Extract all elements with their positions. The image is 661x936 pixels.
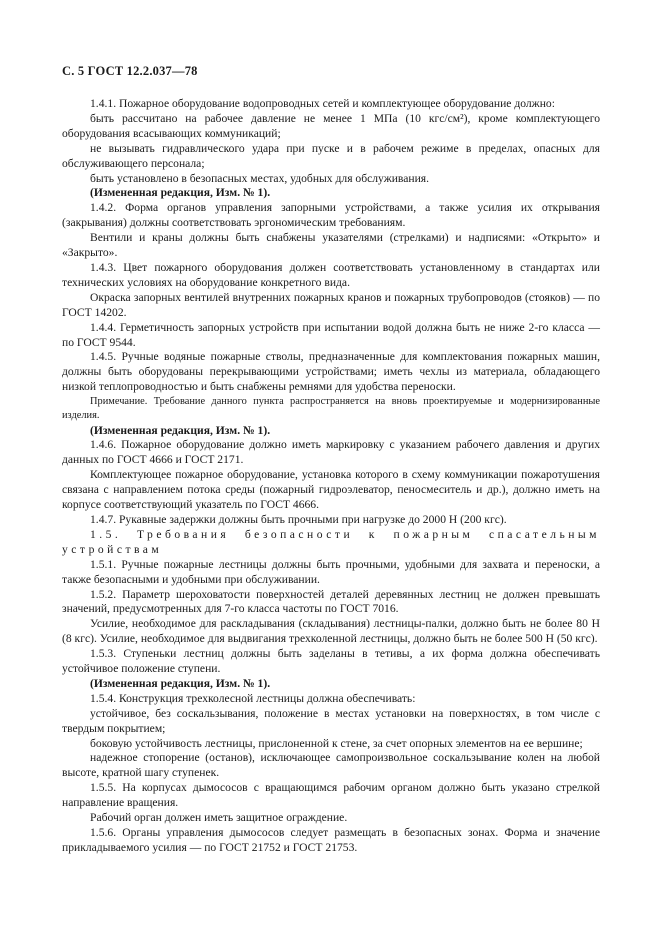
note-paragraph: Примечание. Требование данного пункта распространяется на вновь проектируемые и модернизированные изделия. bbox=[62, 396, 600, 422]
paragraph: 1.4.7. Рукавные задержки должны быть прочными при нагрузке до 2000 Н (200 кгс). bbox=[90, 512, 507, 526]
paragraph: 1.5.3. Ступеньки лестниц должны быть заделаны в тетивы, а их форма должна обеспечивать устойчивое положение ступени. bbox=[62, 647, 600, 676]
paragraph: 1.5.1. Ручные пожарные лестницы должны быть прочными, удобными для захвата и переноски, а также безопасными и удобными при обслуживании. bbox=[62, 557, 600, 586]
paragraph: Рабочий орган должен иметь защитное ограждение. bbox=[90, 811, 348, 825]
paragraph: 1.5.4. Конструкция трехколесной лестницы должна обеспечивать: bbox=[90, 691, 416, 705]
paragraph: 1.5.5. На корпусах дымососов с вращающимся рабочим органом должно быть указано стрелкой направление вращения. bbox=[62, 781, 600, 810]
paragraph: Усилие, необходимое для раскладывания (складывания) лестницы-палки, должно быть не более 80 Н (8 кгс). Усилие, необходимое для выдвигания трехколенной лестницы, должно быть не более 500 Н (50 кгс). bbox=[62, 617, 600, 646]
paragraph: не вызывать гидравлического удара при пуске и в рабочем режиме в пределах, опасных для обслуживающего персонала; bbox=[62, 141, 600, 170]
paragraph: 1.5.6. Органы управления дымососов следует размещать в безопасных зонах. Форма и значение прикладываемого усилия — по ГОСТ 21752 и ГОСТ 21753. bbox=[62, 826, 600, 854]
page-header: С. 5 ГОСТ 12.2.037—78 bbox=[62, 64, 198, 78]
paragraph: 1.4.5. Ручные водяные пожарные стволы, предназначенные для комплектования пожарных машин, должны быть оборудованы перекрывающими устройствами; иметь чехлы из материала, обладающего низкой теплопроводностью и быть снабжены ремнями для удобства переноски. bbox=[62, 350, 600, 394]
document-body bbox=[62, 97, 600, 856]
section-heading: 1.5. Требования безопасности к пожарным спасательным устройствам bbox=[62, 527, 600, 556]
revision-note: (Измененная редакция, Изм. № 1). bbox=[90, 423, 271, 437]
paragraph: 1.5.2. Параметр шероховатости поверхностей деталей деревянных лестниц не должен превышать значений, предусмотренных для 7-го класса частоты по ГОСТ 7016. bbox=[62, 587, 600, 616]
revision-note: (Измененная редакция, Изм. № 1). bbox=[90, 676, 271, 690]
paragraph: Комплектующее пожарное оборудование, установка которого в схему коммуникации пожаротушения связана с направлением потока среды (пожарный гидроэлеватор, пеносмеситель и др.), должно иметь на корпусе соответствующий указатель по ГОСТ 4666. bbox=[62, 468, 600, 512]
paragraph: Вентили и краны должны быть снабжены указателями (стрелками) и надписями: «Открыто» и «Закрыто». bbox=[62, 231, 600, 260]
paragraph: устойчивое, без соскальзывания, положение в местах установки на поверхностях, в том числе с твердым покрытием; bbox=[62, 706, 600, 735]
paragraph: быть установлено в безопасных местах, удобных для обслуживания. bbox=[90, 171, 430, 185]
paragraph: надежное стопорение (останов), исключающее самопроизвольное соскальзывание колен на любой высоте, кратной шагу ступенек. bbox=[62, 751, 600, 780]
paragraph: 1.4.2. Форма органов управления запорными устройствами, а также усилия их открывания (закрывания) должны соответствовать эргономическим требованиям. bbox=[62, 201, 600, 230]
paragraph: быть рассчитано на рабочее давление не менее 1 МПа (10 кгс/см²), кроме комплектующего оборудования всасывающих коммуникаций; bbox=[62, 111, 600, 140]
paragraph: 1.4.6. Пожарное оборудование должно иметь маркировку с указанием рабочего давления и других данных по ГОСТ 4666 и ГОСТ 2171. bbox=[62, 438, 600, 467]
paragraph: боковую устойчивость лестницы, прислоненной к стене, за счет опорных элементов на ее вершине; bbox=[90, 736, 583, 750]
paragraph: Окраска запорных вентилей внутренних пожарных кранов и пожарных трубопроводов (стояков) — по ГОСТ 14202. bbox=[62, 290, 600, 319]
paragraph: 1.4.3. Цвет пожарного оборудования должен соответствовать установленному в стандартах или технических условиях на оборудование конкретного вида. bbox=[62, 260, 600, 289]
revision-note: (Измененная редакция, Изм. № 1). bbox=[90, 186, 271, 200]
paragraph: 1.4.4. Герметичность запорных устройств при испытании водой должна быть не ниже 2-го класса — по ГОСТ 9544. bbox=[62, 320, 600, 349]
paragraph: 1.4.1. Пожарное оборудование водопроводных сетей и комплектующее оборудование должно: bbox=[90, 97, 555, 110]
